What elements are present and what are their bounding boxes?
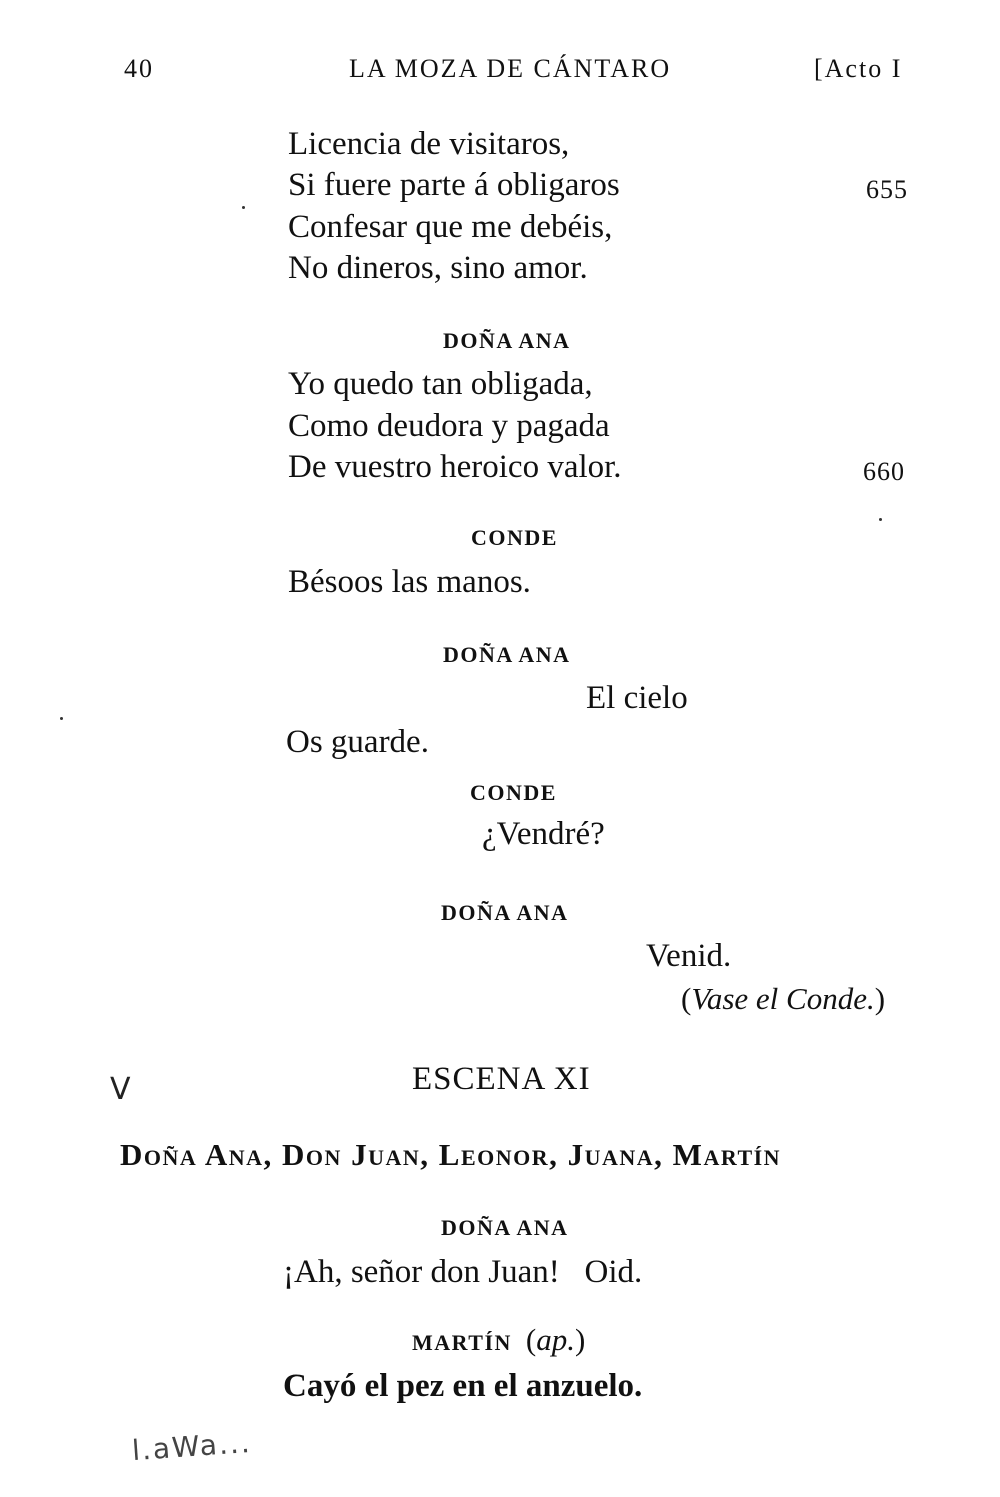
- verse-line: ¿Vendré?: [482, 816, 605, 852]
- stage-direction: [681, 981, 885, 1017]
- act-label: [Acto I: [814, 54, 903, 83]
- stage-direction-text: Vase el Conde.: [691, 981, 875, 1016]
- handwritten-note: l.aWa...: [130, 1425, 253, 1468]
- line-number: 655: [866, 175, 908, 204]
- speaker-label: CONDE: [470, 780, 557, 805]
- aside-close: ): [574, 1322, 586, 1357]
- verse-line: Yo quedo tan obligada,: [288, 366, 593, 402]
- verse-line: Venid.: [646, 938, 732, 974]
- margin-check-mark: V: [110, 1072, 131, 1107]
- speaker-with-aside: [412, 1322, 585, 1358]
- speaker-label: DOÑA ANA: [443, 642, 571, 667]
- speaker-label: DOÑA ANA: [441, 900, 569, 925]
- speaker-label: DOÑA ANA: [441, 1215, 569, 1240]
- stage-direction-close: ): [874, 981, 886, 1016]
- running-title: LA MOZA DE CÁNTARO: [349, 54, 672, 83]
- speaker-label: DOÑA ANA: [443, 328, 571, 353]
- page-number: 40: [124, 54, 154, 83]
- verse-line: Cayó el pez en el anzuelo.: [283, 1368, 643, 1404]
- verse-line: De vuestro heroico valor.: [288, 449, 622, 485]
- aside-text: ap.: [536, 1322, 575, 1357]
- verse-line: Confesar que me debéis,: [288, 209, 613, 245]
- stage-direction-open: (: [681, 981, 692, 1016]
- scan-speck: [60, 717, 63, 720]
- scan-speck: [242, 206, 245, 209]
- speaker-label: CONDE: [471, 525, 558, 550]
- verse-line: ¡Ah, señor don Juan! Oid.: [283, 1254, 643, 1290]
- verse-line: Os guarde.: [286, 724, 429, 760]
- verse-line: No dineros, sino amor.: [288, 250, 588, 286]
- speaker-label: MARTÍN: [412, 1330, 512, 1355]
- cast-list: Doña Ana, Don Juan, Leonor, Juana, Martín: [120, 1137, 782, 1172]
- verse-line: Licencia de visitaros,: [288, 126, 570, 162]
- verse-line: Bésoos las manos.: [288, 564, 531, 600]
- aside-open: (: [525, 1322, 537, 1357]
- scene-title: ESCENA XI: [412, 1061, 591, 1097]
- verse-line: Como deudora y pagada: [288, 408, 610, 444]
- scan-speck: [879, 518, 882, 521]
- verse-line: El cielo: [586, 680, 688, 716]
- line-number: 660: [863, 457, 905, 486]
- verse-line: Si fuere parte á obligaros: [288, 167, 620, 203]
